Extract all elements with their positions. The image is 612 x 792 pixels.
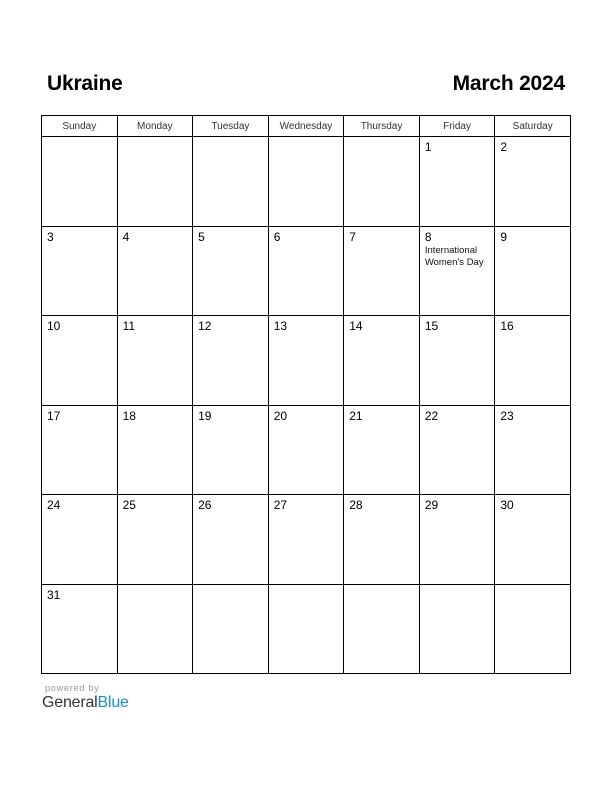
day-cell — [268, 405, 344, 495]
day-number: 18 — [122, 408, 136, 423]
day-cell — [117, 137, 193, 227]
calendar-grid — [41, 115, 571, 674]
day-number: 12 — [198, 319, 212, 333]
day-cell — [344, 405, 420, 495]
generalblue-logo[interactable] — [42, 694, 129, 712]
day-cell — [268, 316, 344, 406]
day-cell — [419, 584, 495, 674]
day-cell — [268, 137, 344, 227]
week-row — [42, 316, 571, 406]
day-number: 1 — [424, 140, 432, 154]
day-cell — [419, 405, 495, 495]
weekday-friday: Friday — [419, 116, 495, 137]
day-number: 6 — [273, 229, 281, 244]
day-cell — [344, 226, 420, 316]
weekday-wednesday: Wednesday — [268, 116, 344, 137]
day-number: 3 — [47, 229, 54, 244]
day-cell — [193, 405, 269, 495]
weekday-header-row — [42, 116, 571, 137]
day-cell — [42, 405, 118, 495]
day-number: 15 — [424, 319, 439, 333]
day-number: 22 — [424, 408, 439, 423]
day-number: 26 — [198, 498, 212, 512]
day-cell — [42, 495, 118, 585]
day-number: 5 — [198, 229, 205, 244]
day-number: 27 — [273, 498, 288, 512]
day-number: 11 — [122, 319, 136, 333]
day-number: 9 — [500, 229, 508, 244]
week-row — [42, 495, 571, 585]
day-cell — [117, 316, 193, 406]
day-number: 13 — [273, 319, 288, 333]
day-number: 30 — [500, 498, 514, 512]
month-year-title: March 2024 — [452, 72, 565, 95]
week-row — [42, 584, 571, 674]
day-cell — [193, 584, 269, 674]
day-cell — [193, 316, 269, 406]
day-number: 19 — [198, 408, 212, 423]
weekday-saturday: Saturday — [495, 116, 571, 137]
week-row — [42, 137, 571, 227]
day-number: 2 — [500, 140, 508, 154]
day-number: 10 — [47, 319, 61, 333]
day-cell — [117, 405, 193, 495]
day-cell — [419, 316, 495, 406]
day-number: 7 — [349, 229, 356, 244]
day-cell — [495, 495, 571, 585]
week-row — [42, 405, 571, 495]
day-cell — [344, 495, 420, 585]
day-cell — [42, 584, 118, 674]
day-number: 29 — [424, 498, 439, 512]
day-number: 14 — [349, 319, 363, 333]
day-cell — [193, 495, 269, 585]
day-cell — [495, 137, 571, 227]
day-cell — [344, 584, 420, 674]
day-cell — [117, 495, 193, 585]
day-number: 17 — [47, 408, 61, 423]
day-number: 24 — [47, 498, 61, 512]
day-cell — [419, 495, 495, 585]
day-cell — [419, 226, 495, 316]
day-number: 20 — [273, 408, 288, 423]
day-cell — [344, 137, 420, 227]
day-number: 4 — [122, 229, 130, 244]
day-cell — [42, 316, 118, 406]
day-cell — [495, 226, 571, 316]
day-cell — [193, 226, 269, 316]
day-cell — [193, 137, 269, 227]
day-cell — [419, 137, 495, 227]
weekday-sunday: Sunday — [42, 116, 118, 137]
day-cell — [117, 226, 193, 316]
day-cell — [495, 584, 571, 674]
weekday-monday: Monday — [117, 116, 193, 137]
brand-blue-text: Blue — [97, 694, 129, 711]
day-cell — [268, 584, 344, 674]
day-cell — [42, 137, 118, 227]
weekday-tuesday: Tuesday — [193, 116, 269, 137]
powered-by-label: powered by — [45, 683, 100, 693]
day-number: 21 — [349, 408, 363, 423]
day-cell — [268, 226, 344, 316]
brand-general-text: General — [42, 694, 98, 711]
day-number: 8 — [424, 229, 432, 244]
day-cell — [117, 584, 193, 674]
day-number: 31 — [47, 587, 61, 602]
day-number: 25 — [122, 498, 136, 512]
weekday-thursday: Thursday — [344, 116, 420, 137]
day-cell — [344, 316, 420, 406]
day-cell — [268, 495, 344, 585]
holiday-label: International Women’s Day — [424, 244, 484, 268]
country-title: Ukraine — [47, 72, 123, 95]
day-cell — [42, 226, 118, 316]
day-number: 23 — [500, 408, 514, 423]
day-cell — [495, 316, 571, 406]
day-cell — [495, 405, 571, 495]
week-row — [42, 226, 571, 316]
day-number: 16 — [500, 319, 514, 333]
day-number: 28 — [349, 498, 363, 512]
